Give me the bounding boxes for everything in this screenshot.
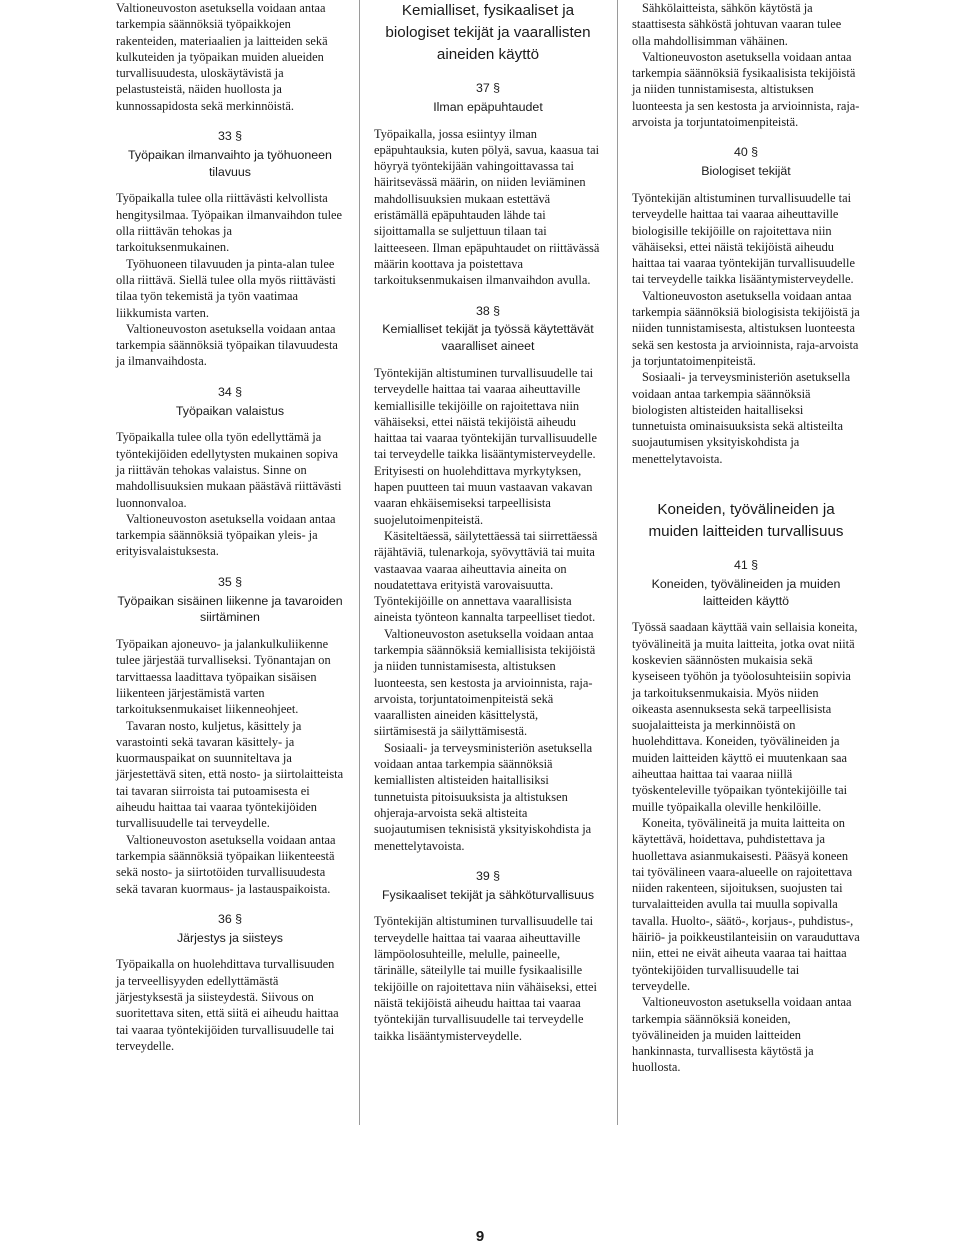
section-number: 41 § xyxy=(733,558,759,573)
section-number: 37 § xyxy=(475,81,501,95)
chapter-heading: Koneiden, työvälineiden ja muiden laitteiden turvallisuus xyxy=(648,501,844,541)
paragraph: Valtioneuvoston asetuksella voidaan antaa tarkempia säännöksiä työpaikan tilavuudesta ja ilmanvaihdosta. xyxy=(116,321,338,369)
paragraph: Tavaran nosto, kuljetus, käsittely ja varastointi sekä tavaran käsittely- ja kuormauspaikat on suunniteltava ja järjestettävä siten, että nosto- ja siirtolaitteista tai tavaran siirroista tai putoamisesta ei aiheudu haittaa tai vaaraa työntekijöiden turvallisuudelle tai terveydelle. xyxy=(116,718,344,831)
section-title: Työpaikan sisäinen liikenne ja tavaroiden siirtäminen xyxy=(117,593,343,625)
paragraph: Työpaikalla tulee olla riittävästi kelvollista hengitysilmaa. Työpaikan ilmanvaihdon tulee olla riittävän tehokas ja tarkoituksenmukainen. xyxy=(116,191,343,255)
section-title: Työpaikan valaistus xyxy=(175,403,285,418)
section-number: 36 § xyxy=(217,911,243,926)
column-divider xyxy=(617,0,618,1125)
section-number: 33 § xyxy=(217,129,243,144)
section-title: Työpaikan ilmanvaihto ja työhuoneen tilavuus xyxy=(128,147,332,179)
paragraph: Sosiaali- ja terveysministeriön asetuksella voidaan antaa tarkempia säännöksiä kemiallisten altisteiden haitallisiksi tunnetuista pitoisuuksista ja altistuksen ohjeraja-arvoista sekä altisteita suojautumisen teknisistä yksityiskohdista ja menettelytavoista. xyxy=(374,740,593,853)
section-title: Fysikaaliset tekijät ja sähköturvallisuus xyxy=(381,887,595,902)
paragraph: Sosiaali- ja terveysministeriön asetuksella voidaan antaa tarkempia säännöksiä biologisten altisteiden haitalliseksi tunnetuista ominaisuuksista sekä altisteilta suojautumisen yksityiskohdista ja menettelytavoista. xyxy=(632,370,851,466)
paragraph: Työpaikan ajoneuvo- ja jalankulkuliikenne tulee järjestää turvalliseksi. Työnantajan on tarvittaessa laadittava työpaikan sisäisen liikenteen järjestämistä varten tarkoituksenmukaiset liikenneohjeet. xyxy=(116,637,331,717)
paragraph: Työhuoneen tilavuuden ja pinta-alan tulee olla riittävä. Siellä tulee olla myös riittävästi tilaa työn tekemistä ja työn vaatimaa liikkumista varten. xyxy=(116,256,336,320)
paragraph: Käsiteltäessä, säilytettäessä tai siirrettäessä räjähtäviä, tulenarkoja, syövyttäviä tai muita vastaavaa vaaraa aiheuttavia aineita on noudatettava erityistä varovaisuutta. Työntekijöille on annettava vaarallisista aineista työnteon kannalta tarpeelliset tiedot. xyxy=(374,528,598,625)
section-title: Biologiset tekijät xyxy=(701,164,791,179)
paragraph: Valtioneuvoston asetuksella voidaan antaa tarkempia säännöksiä työpaikan liikenteestä sekä nosto- ja siirtotöiden turvallisuudesta sekä tavaran kuormaus- ja lastauspaikoista. xyxy=(116,832,336,896)
paragraph: Valtioneuvoston asetuksella voidaan antaa tarkempia säännöksiä koneiden, työvälineiden ja muiden laitteiden hankinnasta, turvallisesta käytöstä ja huollosta. xyxy=(632,995,852,1075)
paragraph: Valtioneuvoston asetuksella voidaan antaa tarkempia säännöksiä fysikaalisista tekijöistä ja niiden tunnistamisesta, altistuksen luonteesta ja sen kestosta ja arvioinnista, raja-arvoista ja torjuntatoimenpiteistä. xyxy=(632,49,860,130)
column-left xyxy=(116,0,344,1054)
page-number: 9 xyxy=(475,1228,485,1245)
paragraph: Työssä saadaan käyttää vain sellaisia koneita, työvälineitä ja muita laitteita, jotka ovat niitä koskevien säännösten mukaisia sekä kyseiseen työhön ja työolosuhteisiin sopivia ja tarkoituksenmukaisia. Myös niiden oikeasta asennuksesta sekä tarpeellisista suojalaitteista ja merkinnöistä on huolehdittava. Koneiden, työvälineiden ja muiden laitteiden käyttö ei muutenkaan saa aiheuttaa haittaa tai vaaraa niillä työskenteleville työpaikan työntekijöille tai muille työpaikalla oleville henkilöille. xyxy=(632,620,858,814)
paragraph: Valtioneuvoston asetuksella voidaan antaa tarkempia säännöksiä kemiallisista tekijöistä ja niiden tunnistamisesta, altistuksen luonteesta, sen kestosta ja arvioinnista, raja-arvoista, torjuntatoimenpiteistä sekä vaarallisten aineiden käsittelystä, siirtämisestä ja säilyttämisestä. xyxy=(374,626,596,739)
paragraph: Sähkölaitteista, sähkön käytöstä ja staattisesta sähköstä johtuvan vaaran tulee olla mahdollisimman vähäinen. xyxy=(632,1,842,48)
section-number: 40 § xyxy=(733,145,759,160)
section-title: Kemialliset tekijät ja työssä käytettävät vaaralliset aineet xyxy=(382,322,594,354)
section-number: 35 § xyxy=(217,574,243,589)
intro-paragraph: Valtioneuvoston asetuksella voidaan antaa tarkempia säännöksiä työpaikkojen rakenteiden, materiaalien ja laitteiden sekä kulkuteiden ja työpaikan muiden alueiden turvallisuudesta, uloskäytävistä ja pelastusteistä, näiden huollosta ja kunnossapidosta sekä merkinnöistä. xyxy=(116,1,328,113)
chapter-heading: Kemialliset, fysikaaliset ja biologiset tekijät ja vaarallisten aineiden käyttö xyxy=(385,2,591,63)
paragraph: Valtioneuvoston asetuksella voidaan antaa tarkempia säännöksiä työpaikan yleis- ja erityisvalaistuksesta. xyxy=(116,511,336,559)
paragraph: Koneita, työvälineitä ja muita laitteita on käytettävä, hoidettava, puhdistettava ja huollettava asianmukaisesti. Pääsyä koneen tai työvälineen vaara-alueelle on rajoitettava niiden rakenteen, sijoituksen, suojusten tai turvalaitteiden avulla tai muulla sopivalla tavalla. Huolto-, säätö-, korjaus-, puhdistus-, häiriö- ja poikkeustilanteisiin on varauduttava niin, ettei ne eivät aiheuta vaaraa tai haittaa työntekijöiden turvallisuudelle tai terveydelle. xyxy=(632,815,860,993)
section-number: 38 § xyxy=(475,303,501,318)
section-title: Ilman epäpuhtaudet xyxy=(433,99,543,114)
section-title: Järjestys ja siisteys xyxy=(176,930,284,945)
paragraph: Työpaikalla, jossa esiintyy ilman epäpuhtauksia, kuten pölyä, savua, kaasua tai höyryä työntekijään vahingoittavassa tai häiritsevässä määrin, on niiden leviäminen mahdollisuuksien mukaan estettävä eristämällä epäpuhtauden lähde tai sijoittamalla se suljettuun tilaan tai laitteeseen. Ilman epäpuhtaudet on riittävässä määrin koottava ja poistettava tarkoituksenmukaisen ilmanvaihdon avulla. xyxy=(374,126,600,288)
section-number: 34 § xyxy=(217,384,243,399)
paragraph: Työntekijän altistuminen turvallisuudelle tai terveydelle haittaa tai vaaraa aiheuttaville kemiallisille tekijöille on rajoitettava niin vähäiseksi, ettei näistä tekijöistä aiheudu haittaa tai vaaraa työntekijän turvallisuudelle tai terveydelle taikka lisääntymisterveydelle. Erityisesti on huolehdittava myrkytyksen, hapen puutteen tai muun vastaavan vakavan vaaran ehkäisemiseksi tarpeellisista suojelutoimenpiteistä. xyxy=(374,365,597,527)
section-number: 39 § xyxy=(475,868,501,883)
column-middle xyxy=(374,0,602,1044)
paragraph: Työntekijän altistuminen turvallisuudelle tai terveydelle haittaa tai vaaraa aiheuttaville biologisille tekijöille on rajoitettava niin vähäiseksi, ettei näistä tekijöistä aiheudu haittaa tai vaaraa työntekijän turvallisuudelle tai terveydelle taikka lisääntymisterveydelle. xyxy=(632,190,855,287)
paragraph: Työpaikalla tulee olla työn edellyttämä ja työntekijöiden edellytysten mukainen sopiva ja riittävän tehokas valaistus. Sinne on mahdollisuuksien mukaan päästävä riittävästi luonnonvaloa. xyxy=(116,430,342,510)
paragraph: Työpaikalla on huolehdittava turvallisuuden ja terveellisyyden edellyttämästä järjestyksestä ja siisteydestä. Siivous on suoritettava siten, että siitä ei aiheudu haittaa tai vaaraa työntekijöiden turvallisuudelle tai terveydelle. xyxy=(116,957,339,1053)
column-divider xyxy=(359,0,360,1125)
section-title: Koneiden, työvälineiden ja muiden laitteiden käyttö xyxy=(651,576,841,608)
paragraph: Valtioneuvoston asetuksella voidaan antaa tarkempia säännöksiä biologisista tekijöistä ja niiden tunnistamisesta, altistuksen luonteesta sekä sen kestosta ja arvioinnista, raja-arvoista ja torjuntatoimenpiteistä. xyxy=(632,288,860,368)
column-right xyxy=(632,0,860,1076)
paragraph: Työntekijän altistuminen turvallisuudelle tai terveydelle haittaa tai vaaraa aiheuttaville lämpöolosuhteille, melulle, paineelle, tärinälle, säteilylle tai muille fysikaalisille tekijöille on rajoitettava niin vähäiseksi, ettei näistä tekijöistä aiheudu haittaa tai vaaraa työntekijän turvallisuudelle tai terveydelle taikka lisääntymisterveydelle. xyxy=(374,914,597,1043)
